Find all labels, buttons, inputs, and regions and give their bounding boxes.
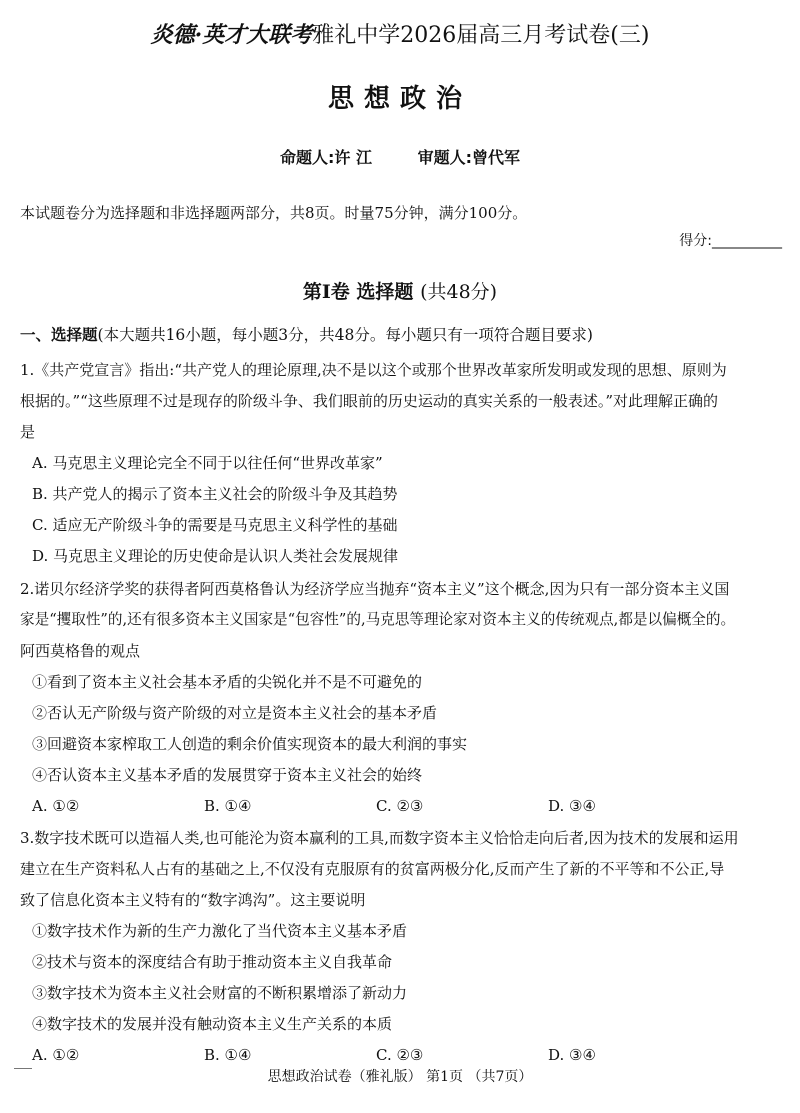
page-footer: 思想政治试卷（雅礼版） 第1页 （共7页） <box>267 1069 533 1085</box>
question-2-statement-2: ②否认无产阶级与资产阶级的对立是资本主义社会的基本矛盾 <box>32 704 438 722</box>
part-note: (本大题共16小题，每小题3分，共48分。每小题只有一项符合题目要求) <box>97 326 593 344</box>
question-3-stem-line: 致了信息化资本主义特有的“数字鸿沟”。这主要说明 <box>20 891 366 909</box>
part-lead: 一、选择题 <box>20 325 98 344</box>
question-2-choice-b: B. ①④ <box>204 797 252 815</box>
question-2-statement-4: ④否认资本主义基本矛盾的发展贯穿于资本主义社会的始终 <box>32 766 423 784</box>
question-2-choice-a: A. ①② <box>32 797 80 815</box>
reviewer: 审题人:曾代军 <box>417 148 520 167</box>
question-1-option-d: D. 马克思主义理论的历史使命是认识人类社会发展规律 <box>32 547 399 565</box>
question-3-choice-a: A. ①② <box>32 1046 80 1064</box>
question-1-stem-line: 是 <box>20 423 36 441</box>
question-3-statement-2: ②技术与资本的深度结合有助于推动资本主义自我革命 <box>32 953 393 971</box>
question-3-stem-line: 3.数字技术既可以造福人类,也可能沦为资本赢利的工具,而数字资本主义恰恰走向后者,因为技术的发展和运用 <box>20 829 739 847</box>
section-points: (共48分) <box>420 281 498 303</box>
question-3-stem-line: 建立在生产资料私人占有的基础之上,不仅没有克服原有的贫富两极分化,反而产生了新的不平等和不公正,导 <box>20 860 725 878</box>
part-heading <box>20 322 790 348</box>
question-2-stem-line: 家是“攫取性”的,还有很多资本主义国家是“包容性”的,马克思等理论家对资本主义的传统观点,都是以偏概全的。 <box>20 611 736 628</box>
section-title <box>0 278 800 306</box>
exam-brand: 炎德·英才大联考 <box>150 22 313 48</box>
author-line <box>0 146 800 170</box>
question-1-option-c: C. 适应无产阶级斗争的需要是马克思主义科学性的基础 <box>32 516 398 534</box>
question-3-statement-1: ①数字技术作为新的生产力激化了当代资本主义基本矛盾 <box>32 922 408 940</box>
section-name: 第Ⅰ卷 选择题 <box>302 281 414 303</box>
exam-title <box>0 20 800 51</box>
question-3-choice-b: B. ①④ <box>204 1046 252 1064</box>
question-2-statement-3: ③回避资本家榨取工人创造的剩余价值实现资本的最大利润的事实 <box>32 735 468 753</box>
question-2-statement-1: ①看到了资本主义社会基本矛盾的尖锐化并不是不可避免的 <box>32 673 423 691</box>
question-1-option-a: A. 马克思主义理论完全不同于以往任何“世界改革家” <box>32 454 383 472</box>
question-3-choice-d: D. ③④ <box>548 1046 596 1064</box>
question-2-stem-line: 阿西莫格鲁的观点 <box>20 642 141 660</box>
score-field: 得分:__________ <box>679 233 782 249</box>
question-2-stem-line: 2.诺贝尔经济学奖的获得者阿西莫格鲁认为经济学应当抛弃“资本主义”这个概念,因为只有一部分资本主义国 <box>20 580 730 598</box>
question-1-stem-line: 1.《共产党宣言》指出:“共产党人的理论原理,决不是以这个或那个世界改革家所发明或发现的思想、原则为 <box>20 361 727 379</box>
question-2-choices <box>32 793 772 819</box>
question-3-statement-4: ④数字技术的发展并没有触动资本主义生产关系的本质 <box>32 1015 393 1033</box>
question-3-statement-3: ③数字技术为资本主义社会财富的不断积累增添了新动力 <box>32 984 408 1002</box>
question-1-stem-line: 根据的。”“这些原理不过是现存的阶级斗争、我们眼前的历史运动的真实关系的一般表述。”对此理解正确的 <box>20 392 719 410</box>
question-1-option-b: B. 共产党人的揭示了资本主义社会的阶级斗争及其趋势 <box>32 485 398 503</box>
subject-title: 思想政治 <box>327 84 472 114</box>
setter: 命题人:许 江 <box>280 148 372 167</box>
question-2-choice-d: D. ③④ <box>548 797 596 815</box>
question-2-choice-c: C. ②③ <box>376 797 424 815</box>
exam-name: 雅礼中学2026届高三月考试卷(三) <box>312 23 650 48</box>
question-3-choice-c: C. ②③ <box>376 1046 424 1064</box>
question-3-choices <box>32 1042 772 1068</box>
exam-intro: 本试题卷分为选择题和非选择题两部分，共8页。时量75分钟，满分100分。 <box>20 204 528 222</box>
